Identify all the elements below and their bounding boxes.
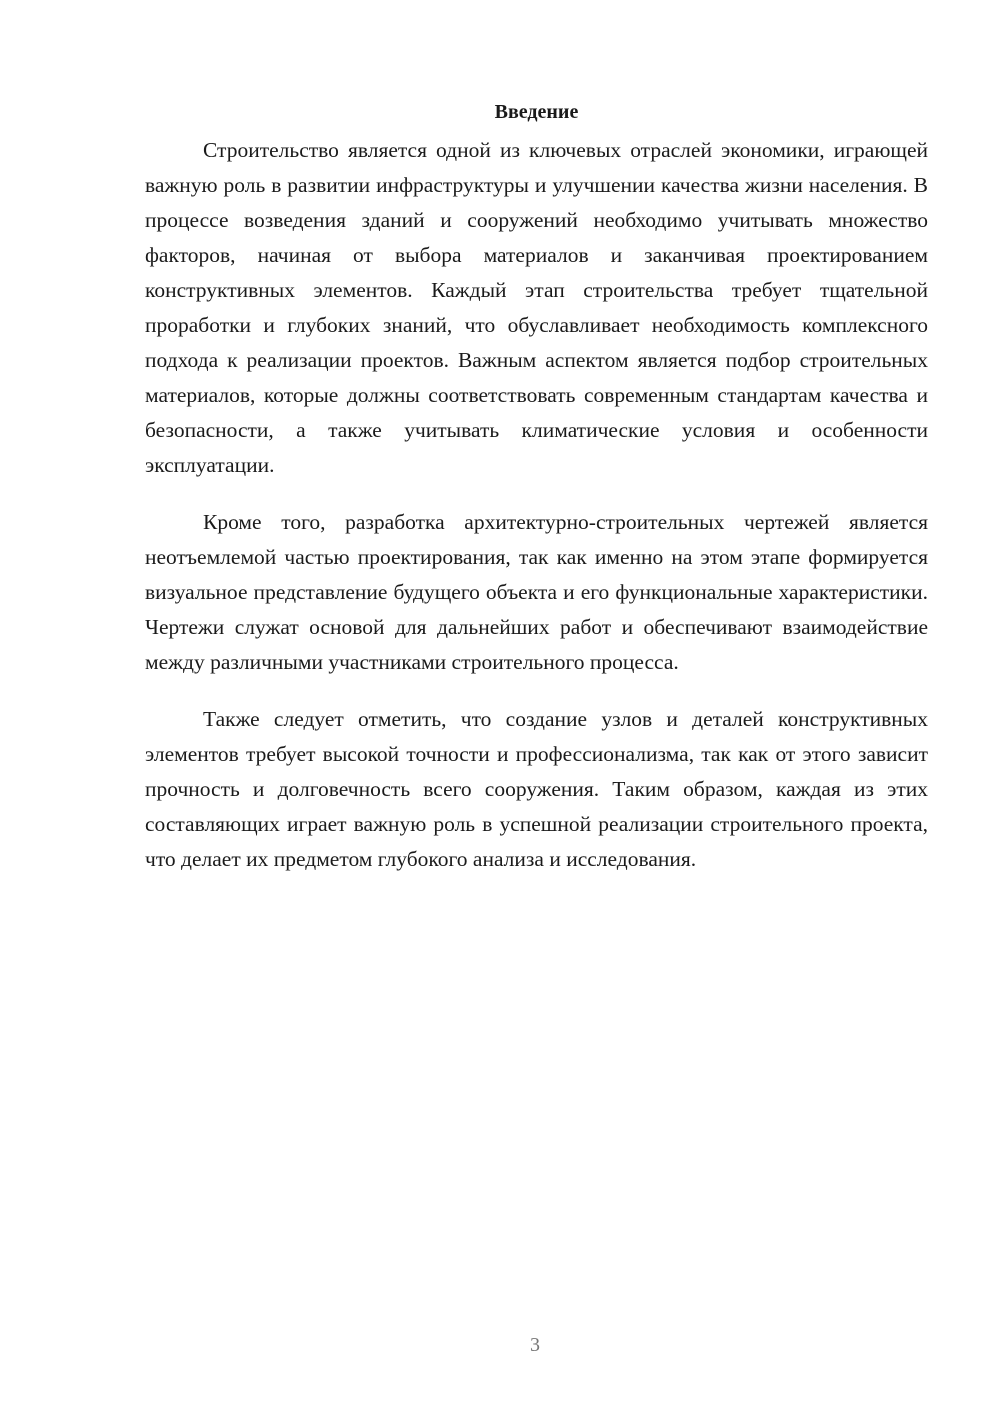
page-number: 3: [530, 1334, 540, 1356]
paragraph-1: Строительство является одной из ключевых отраслей экономики, играющей важную роль в развитии инфраструктуры и улучшении качества жизни населения. В процессе возведения зданий и сооружений необходимо учитывать множество факторов, начиная от выбора материалов и заканчивая проектированием конструктивных элементов. Каждый этап строительства требует тщательной проработки и глубоких знаний, что обуславливает необходимость комплексного подхода к реализации проектов. Важным аспектом является подбор строительных материалов, которые должны соответствовать современным стандартам качества и безопасности, а также учитывать климатические условия и особенности эксплуатации.: [145, 138, 928, 477]
page-content: [145, 97, 928, 877]
paragraph-3: Также следует отметить, что создание узлов и деталей конструктивных элементов требует высокой точности и профессионализма, так как от этого зависит прочность и долговечность всего сооружения. Таким образом, каждая из этих составляющих играет важную роль в успешной реализации строительного проекта, что делает их предметом глубокого анализа и исследования.: [145, 707, 928, 871]
section-title: Введение: [494, 101, 579, 123]
paragraph-2: Кроме того, разработка архитектурно-строительных чертежей является неотъемлемой частью проектирования, так как именно на этом этапе формируется визуальное представление будущего объекта и его функциональные характеристики. Чертежи служат основой для дальнейших работ и обеспечивают взаимодействие между различными участниками строительного процесса.: [145, 510, 928, 674]
